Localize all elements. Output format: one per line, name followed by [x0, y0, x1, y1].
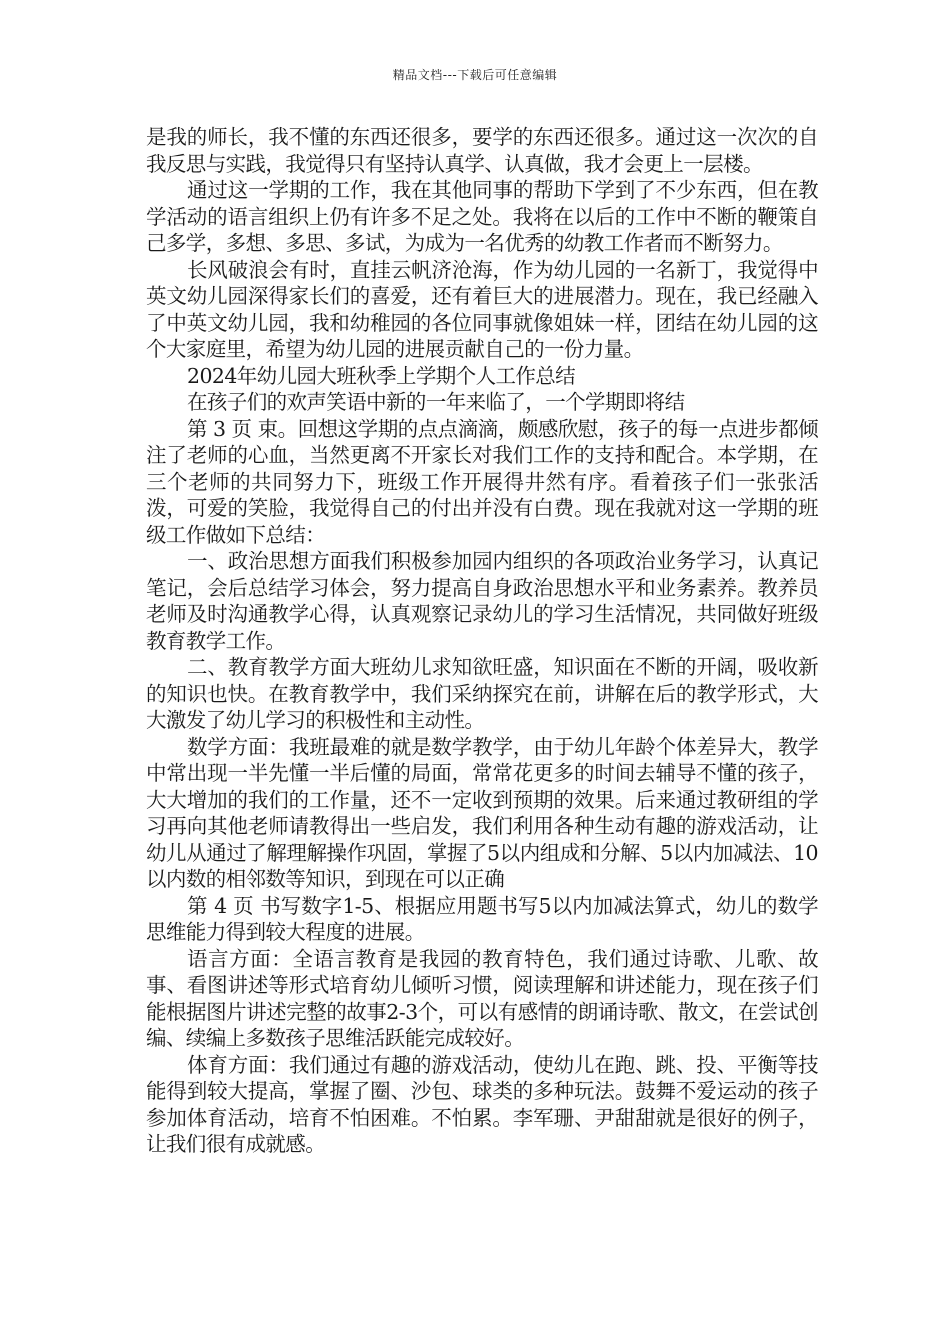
paragraph: 数学方面：我班最难的就是数学教学，由于幼儿年龄个体差异大，教学中常出现一半先懂一半后懂的局面，常常花更多的时间去辅导不懂的孩子，大大增加的我们的工作量，还不一定收到预期的效果。后来通过教研组的学习再向其他老师请教得出一些启发，我们利用各种生动有趣的游戏活动，让幼儿从通过了解理解操作巩固，掌握了5以内组成和分解、5以内加减法、10以内数的相邻数等知识，到现在可以正确	[146, 734, 818, 891]
paragraph: 第 4 页 书写数字1-5、根据应用题书写5以内加减法算式，幼儿的数学思维能力得到较大程度的进展。	[146, 893, 818, 944]
paragraph: 在孩子们的欢声笑语中新的一年来临了，一个学期即将结	[187, 390, 685, 414]
paragraph: 一、政治思想方面我们积极参加园内组织的各项政治业务学习，认真记笔记，会后总结学习体会，努力提高自身政治思想水平和业务素养。教养员老师及时沟通教学心得，认真观察记录幼儿的学习生活情况，共同做好班级教育教学工作。	[146, 549, 818, 653]
paragraph: 二、教育教学方面大班幼儿求知欲旺盛，知识面在不断的开阔，吸收新的知识也快。在教育教学中，我们采纳探究在前，讲解在后的教学形式，大大激发了幼儿学习的积极性和主动性。	[146, 655, 818, 732]
section-title: 2024年幼儿园大班秋季上学期个人工作总结	[187, 363, 576, 388]
paragraph: 体育方面：我们通过有趣的游戏活动，使幼儿在跑、跳、投、平衡等技能得到较大提高，掌握了圈、沙包、球类的多种玩法。鼓舞不爱运动的孩子参加体育活动，培育不怕困难。不怕累。李军珊、尹甜甜就是很好的例子，让我们很有成就感。	[146, 1052, 818, 1156]
page-header: 精品文档---下载后可任意编辑	[392, 68, 558, 82]
paragraph: 长风破浪会有时，直挂云帆济沧海，作为幼儿园的一名新丁，我觉得中英文幼儿园深得家长们的喜爱，还有着巨大的进展潜力。现在，我已经融入了中英文幼儿园，我和幼稚园的各位同事就像姐妹一样，团结在幼儿园的这个大家庭里，希望为幼儿园的进展贡献自己的一份力量。	[146, 257, 818, 361]
document-body	[146, 124, 818, 1158]
paragraph: 通过这一学期的工作，我在其他同事的帮助下学到了不少东西，但在教学活动的语言组织上仍有许多不足之处。我将在以后的工作中不断的鞭策自己多学，多想、多思、多试，为成为一名优秀的幼教工作者而不断努力。	[146, 178, 818, 255]
paragraph: 语言方面：全语言教育是我园的教育特色，我们通过诗歌、儿歌、故事、看图讲述等形式培育幼儿倾听习惯，阅读理解和讲述能力，现在孩子们能根据图片讲述完整的故事2-3个，可以有感情的朗诵诗歌、散文，在尝试创编、续编上多数孩子思维活跃能完成较好。	[146, 946, 818, 1050]
paragraph: 是我的师长，我不懂的东西还很多，要学的东西还很多。通过这一次次的自我反思与实践，我觉得只有坚持认真学、认真做，我才会更上一层楼。	[146, 125, 818, 176]
paragraph: 第 3 页 束。回想这学期的点点滴滴，颇感欣慰，孩子的每一点进步都倾注了老师的心血，当然更离不开家长对我们工作的支持和配合。本学期，在三个老师的共同努力下，班级工作开展得井然有序。看着孩子们一张张活泼，可爱的笑脸，我觉得自己的付出并没有白费。现在我就对这一学期的班级工作做如下总结：	[146, 416, 818, 547]
